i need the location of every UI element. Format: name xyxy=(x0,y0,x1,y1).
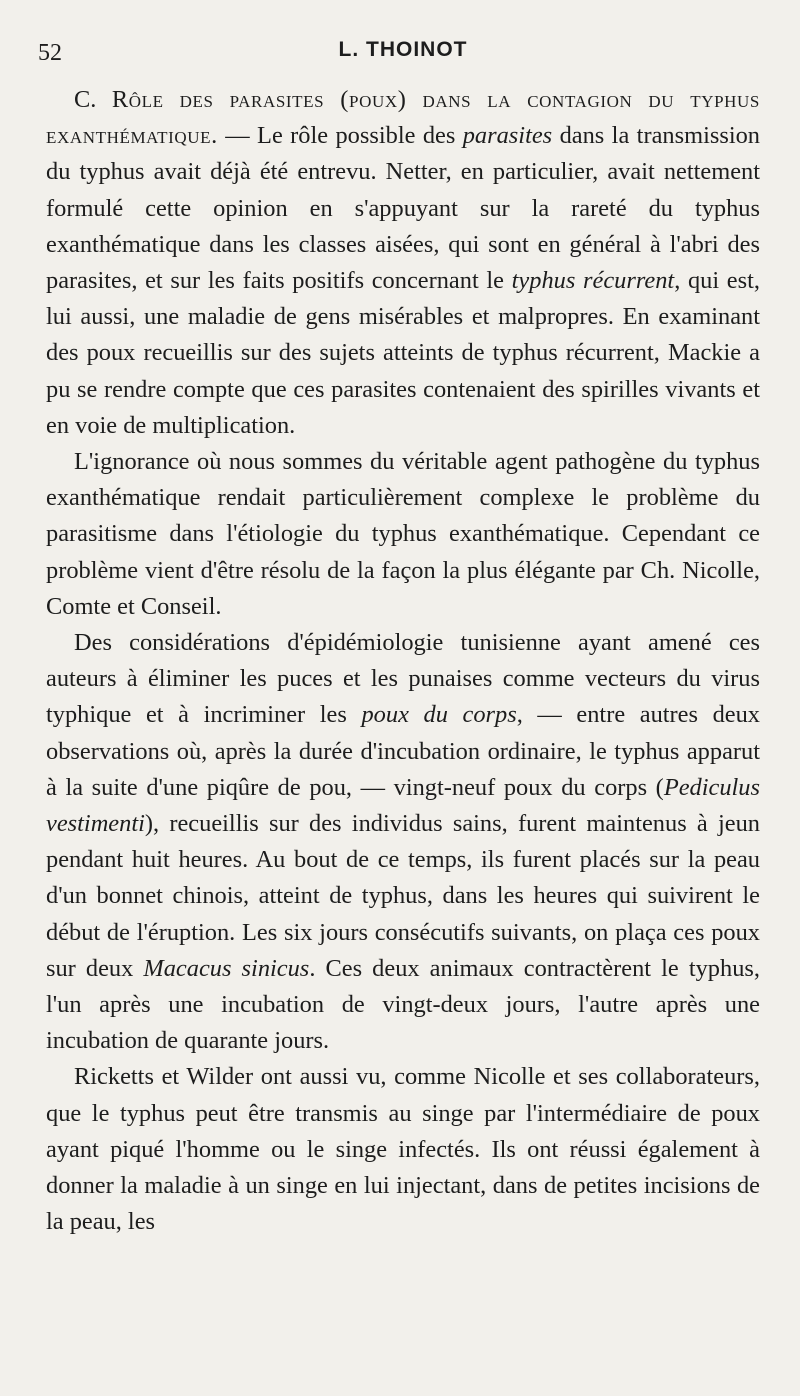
paragraph-4: Ricketts et Wilder ont aussi vu, comme Nicolle et ses collaborateurs, que le typhus peut être transmis au singe par l'intermédiaire de poux ayant piqué l'homme ou le singe infectés. Ils ont réussi également à donner la maladie à un singe en lui injectant, dans de petites incisions de la peau, les xyxy=(46,1063,760,1236)
paragraph-3-text-c: ), recueillis sur des individus sains, furent maintenus à jeun pendant huit heures. Au bout de ce temps, ils furent placés sur la peau d'un bonnet chinois, atteint de typhus, dans les heures qui suivirent le début de l'éruption. Les six jours consécutifs suivants, on plaça ces poux sur deux xyxy=(46,810,760,982)
paragraph-1-text-a: Le rôle possible des xyxy=(257,122,463,150)
running-head xyxy=(38,34,760,74)
paragraph-1-text-c: , qui est, lui aussi, une maladie de gens misérables et malpropres. En examinant des poux recueillis sur des sujets atteints de typhus récurrent, Mackie a pu se rendre compte que ces parasites contenaient des spirilles vivants et en voie de multiplication. xyxy=(46,267,761,439)
paragraph-3-italic-c: Macacus sinicus xyxy=(143,954,310,982)
section-heading: Rôle des parasites (poux) dans la contagion du typhus exanthématique. xyxy=(46,86,760,150)
paragraph-1-italic-a: parasites xyxy=(462,122,553,150)
paragraph-1 xyxy=(46,82,760,444)
paragraph-2: L'ignorance où nous sommes du véritable agent pathogène du typhus exanthématique rendait particulièrement complexe le problème du parasitisme dans l'étiologie du typhus exanthématique. Cependant ce problème vient d'être résolu de la façon la plus élégante par Ch. Nicolle, Comte et Conseil. xyxy=(46,448,760,620)
paragraph-1-text-b: dans la transmission du typhus avait déjà été entrevu. Netter, en particulier, avait nettement formulé cette opinion en s'appuyant sur la rareté du typhus exanthématique dans les classes aisées, qui sont en général à l'abri des parasites, et sur les faits positifs concernant le xyxy=(46,122,760,295)
heading-dash: — xyxy=(217,122,258,150)
paragraph-3-text-a: Des considérations d'épidémiologie tunisienne ayant amené ces auteurs à éliminer les puces et les punaises comme vecteurs du virus typhique et à incriminer les xyxy=(46,629,760,729)
body-text xyxy=(46,82,760,1241)
paragraph-1-italic-b: typhus récurrent xyxy=(511,267,675,295)
running-title: L. THOINOT xyxy=(338,38,468,61)
page-number: 52 xyxy=(38,40,62,66)
paragraph-3-text-b: , — entre autres deux observations où, après la durée d'incubation ordinaire, le typhus apparut à la suite d'une piqûre de pou, — vingt-neuf poux du corps ( xyxy=(46,701,760,801)
paragraph-3-italic-b: Pediculus vestimenti xyxy=(46,773,760,838)
paragraph-3-italic-a: poux du corps xyxy=(361,701,517,729)
paragraph-3 xyxy=(46,625,760,1059)
paragraph-3-text-d: . Ces deux animaux contractèrent le typhus, l'un après une incubation de vingt-deux jours, l'autre après une incubation de quarante jours. xyxy=(46,954,760,1055)
section-letter: C. xyxy=(74,86,97,113)
